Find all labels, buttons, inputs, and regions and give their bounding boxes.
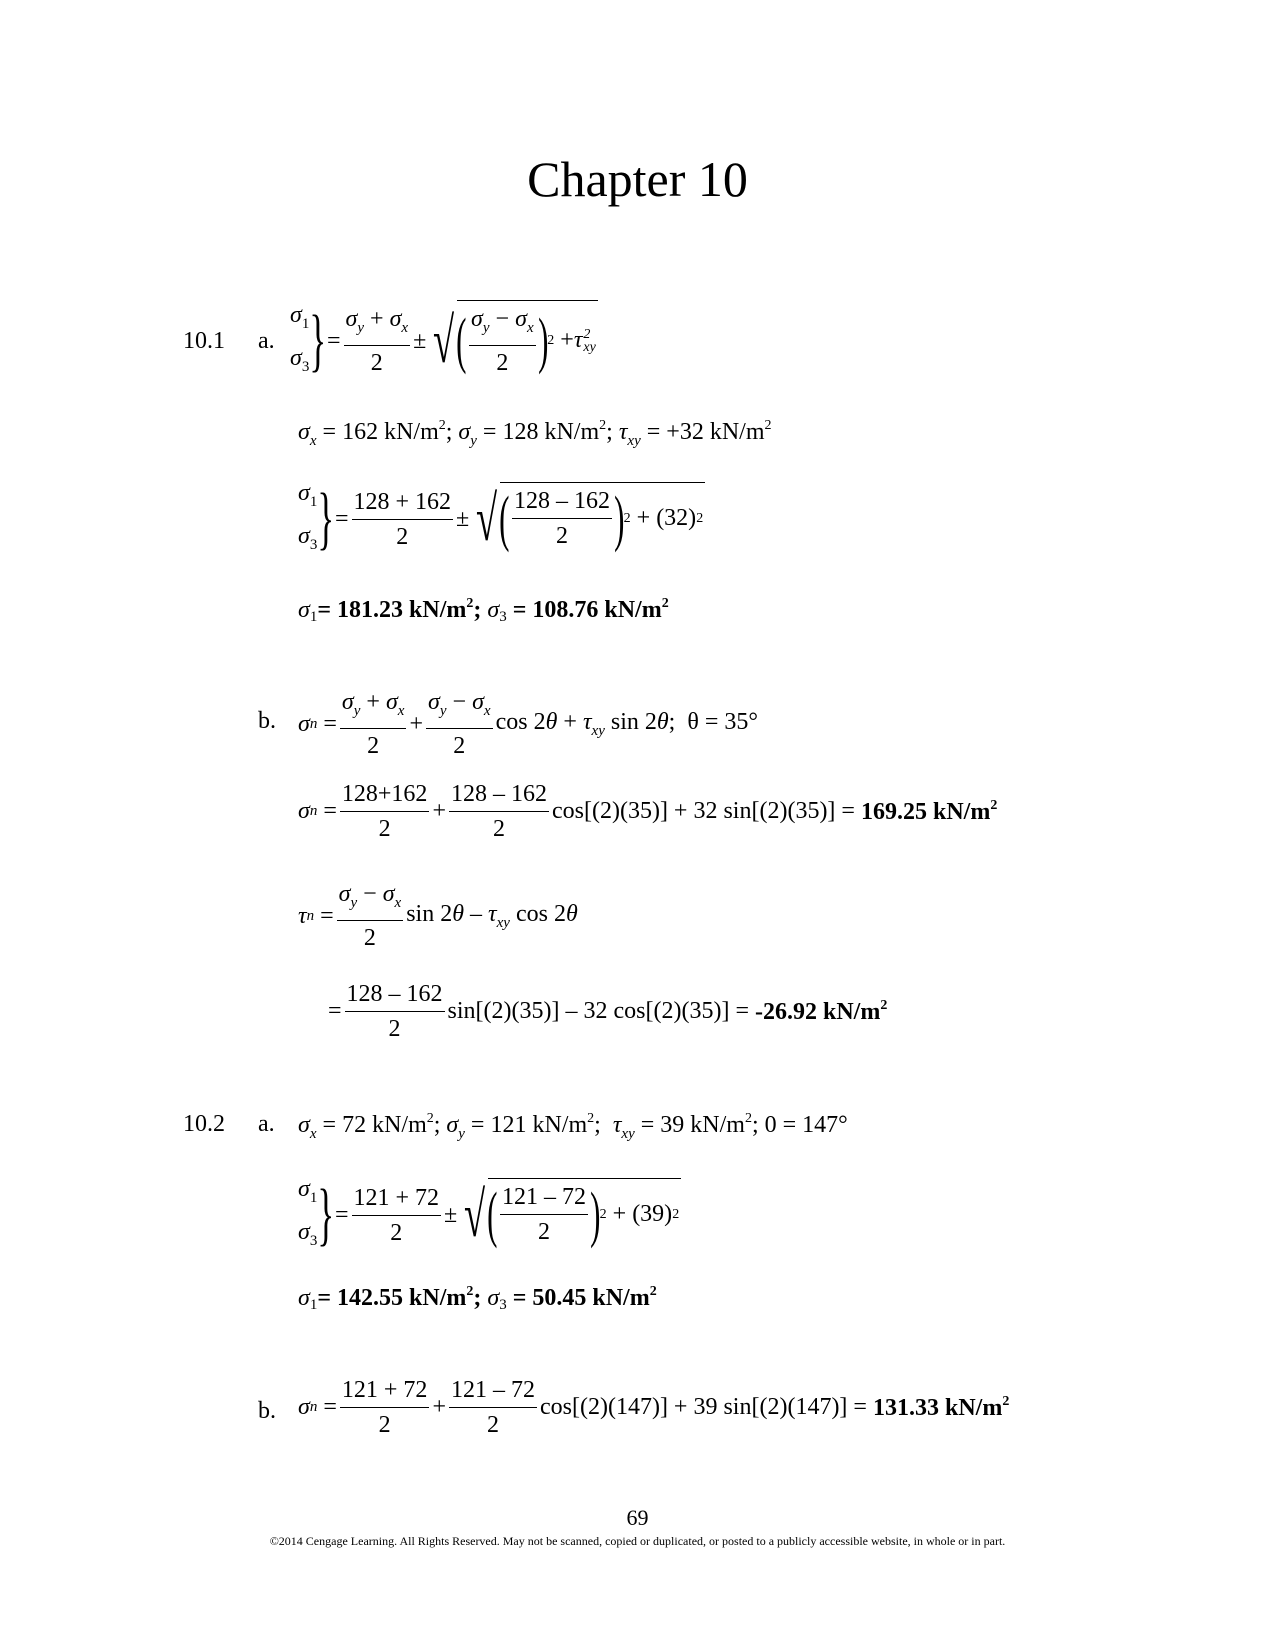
chapter-title: Chapter 10: [527, 151, 748, 207]
part-label-a: a.: [258, 1111, 275, 1137]
principal-stress-substitution-10-1: $\sigma_1$ $\sigma_3$ } = $\frac{128 + 162}{2}$ ± √ ( $\frac{128 - 162}{2}$ ) 2 + (32) 2: [298, 480, 704, 557]
principal-stress-formula: $\sigma_1$ $\sigma_3$ } = $\frac{\sigma_y + \sigma_x}{2}$ ± √ ( $\frac{\sigma_y - \sigma_x}{2}$ ) 2 + τ 2 xy: [290, 298, 598, 384]
normal-stress-substitution-10-1: σ n = $\frac{128+162}{2}$ + $\frac{128 - 162}{2}$ cos[(2)(35)] + 32 sin[(2)(35)] = 169.25 $kN/m^2$: [298, 781, 998, 842]
given-values-10-1: $\sigma_x = 162$ $kN/m^2$; $\sigma_y = 128$ $kN/m^2$; $\tau_{xy} = +32$ $kN/m^2$: [298, 418, 772, 449]
shear-stress-formula: τ n = $\frac{\sigma_y - \sigma_x}{2}$ $\sin 2\theta - \tau_{xy}$ cos 2θ: [298, 881, 578, 951]
part-label-a: a.: [258, 328, 275, 354]
page-number: 69: [626, 1505, 649, 1530]
result-10-2-a: σ1= 142.55 $kN/m^2$; σ3 = 50.45 $kN/m^2$: [298, 1284, 657, 1313]
normal-stress-formula: σ n = $\frac{\sigma_y + \sigma_x}{2}$ + $\frac{\sigma_y - \sigma_x}{2}$ $\cos 2\theta + \tau_{xy}$ sin 2θ; θ = 35°: [298, 689, 758, 759]
part-label-b: b.: [258, 1398, 276, 1424]
normal-stress-substitution-10-2: σ n = $\frac{121 + 72}{2}$ + $\frac{121 - 72}{2}$ cos[(2)(147)] + 39 sin[(2)(147)] = 131.33 $kN/m^2$: [298, 1377, 1010, 1438]
copyright-notice: ©2014 Cengage Learning. All Rights Reserved. May not be scanned, copied or duplicated, or posted to a publicly accessible website, in whole or in part.: [269, 1534, 1006, 1548]
problem-number-10-2: 10.2: [183, 1111, 225, 1137]
result-10-1-a: σ1= 181.23 $kN/m^2$; σ3 = 108.76 $kN/m^2$: [298, 596, 669, 625]
part-label-b: b.: [258, 708, 276, 734]
given-values-10-2: $\sigma_x = 72$ $kN/m^2$; $\sigma_y = 121$ $kN/m^2$; $\tau_{xy} = 39$ $kN/m^2$; 0 = 147°: [298, 1111, 848, 1142]
problem-number-10-1: 10.1: [183, 328, 225, 354]
principal-stress-substitution-10-2: $\sigma_1$ $\sigma_3$ } = $\frac{121 + 72}{2}$ ± √ ( $\frac{121 - 72}{2}$ ) 2 + (39) 2: [298, 1176, 680, 1253]
shear-stress-substitution-10-1: = $\frac{128 - 162}{2}$ sin[(2)(35)] – 32 cos[(2)(35)] = -26.92 $kN/m^2$: [328, 981, 888, 1042]
